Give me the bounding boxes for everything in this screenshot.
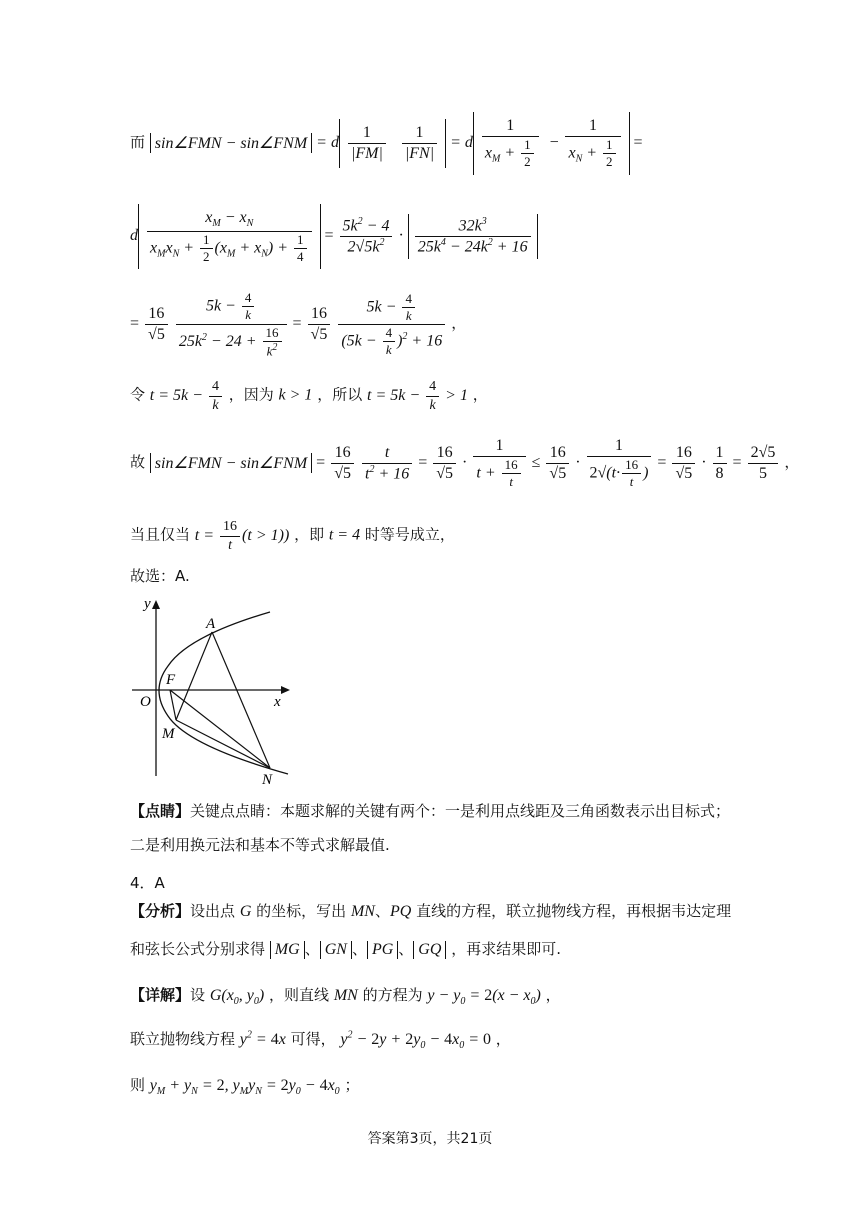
equation-line-2: d $x_M - x_N$ $x_Mx_N$ + $\frac{1}{2}$ $(x_M + x_N)$ + $\frac{1}{4}$ = $\frac{5k^2 - 4}{2√5k^2}$ · $\frac{32k^3}{25k^4 - 24k^2 + 16}$ <box>130 204 538 269</box>
label-N: N <box>262 772 273 786</box>
text-line-let-t: 令 t = 5k − $\frac{4}{k}$ ，因为 k > 1 ，所以 t = 5k − $\frac{4}{k}$ > 1 ， <box>130 379 488 413</box>
parabola-figure <box>128 596 298 786</box>
parabola-curve <box>159 612 288 774</box>
question-4-answer: 4．A <box>130 874 165 892</box>
fenxi-paragraph-cont: 和弦长公式分别求得 MG 、 GN 、 PG 、 GQ ，再求结果即可. <box>130 940 561 959</box>
math-expression: sin∠FMN − sin∠FNM = d $\frac{1}{|FM|}$ $\frac{1}{|FN|}$ = d 1 $x_M$ + $\frac{1}{2}$ − 1 $x_N$ + $\frac{1}{2}$ = <box>150 134 643 151</box>
answer-choice-line: 故选：A. <box>130 567 190 585</box>
page-footer: 答案第3页，共21页 <box>367 1131 493 1147</box>
xiangjie-paragraph: 【详解】设 $G(x_0$, $y_0$) ，则直线 MN 的方程为 $y - y_0 = 2(x - x_0)$ ， <box>130 986 561 1008</box>
dianjing-paragraph-cont: 二是利用换元法和基本不等式求解最值. <box>130 836 390 854</box>
segment-AN <box>212 632 270 768</box>
label-M: M <box>162 726 175 742</box>
label-O: O <box>140 694 151 710</box>
y-axis-arrow <box>152 600 160 609</box>
lianli-line: 联立抛物线方程 $y^2 = 4x$ 可得， $y^2 - 2y + 2y_0 - 4x_0 = 0$ ， <box>130 1029 511 1052</box>
vieta-line: 则 $y_M + y_N = 2$, $y_My_N = 2y_0 - 4x_0$ ； <box>130 1076 360 1098</box>
label-A: A <box>206 616 216 632</box>
x-axis-arrow <box>281 686 290 694</box>
segment-MN <box>176 720 270 768</box>
segment-FN <box>170 690 270 768</box>
fenxi-paragraph: 【分析】设出点 G 的坐标，写出 MN、PQ 直线的方程，联立抛物线方程，再根据韦达定理 <box>130 902 732 920</box>
equation-line-3: = $\frac{16}{√5}$ 5k − $\frac{4}{k}$ $25k^2 - 24$ + $\frac{16}{k^2}$ = $\frac{16}{√5}$ 5k − $\frac{4}{k}$ (5k − $\frac{4}{k}$ )$^2$ + 16 ， <box>130 290 467 359</box>
segment-AM <box>176 632 212 720</box>
text-line-equality: 当且仅当 t = $\frac{16}{t}$ (t > 1)) ，即 t = 4 时等号成立， <box>130 519 455 553</box>
dianjing-paragraph: 【点睛】关键点点睛：本题求解的关键有两个：一是利用点线距及三角函数表示出目标式； <box>130 802 731 820</box>
equation-line-5: 故 sin∠FMN − sin∠FNM = $\frac{16}{√5}$ $\frac{t}{t^2 + 16}$ = $\frac{16}{√5}$ · 1 t + $\frac{16}{t}$ ≤ $\frac{16}{√5}$ · 1 2√(t· $\frac{16}{t}$ ) = $\frac{16}{√5}$ · $\frac{1}{8}$ = $\frac{2√5}{5}$ ， <box>130 437 800 490</box>
equation-line-1: 而 sin∠FMN − sin∠FNM = d $\frac{1}{|FM|}$ $\frac{1}{|FN|}$ = d 1 $x_M$ + $\frac{1}{2}$ − 1 $x_N$ + $\frac{1}{2}$ = <box>130 112 643 175</box>
label-x: x <box>274 694 281 710</box>
label-y: y <box>144 596 151 612</box>
label-F: F <box>166 672 176 688</box>
